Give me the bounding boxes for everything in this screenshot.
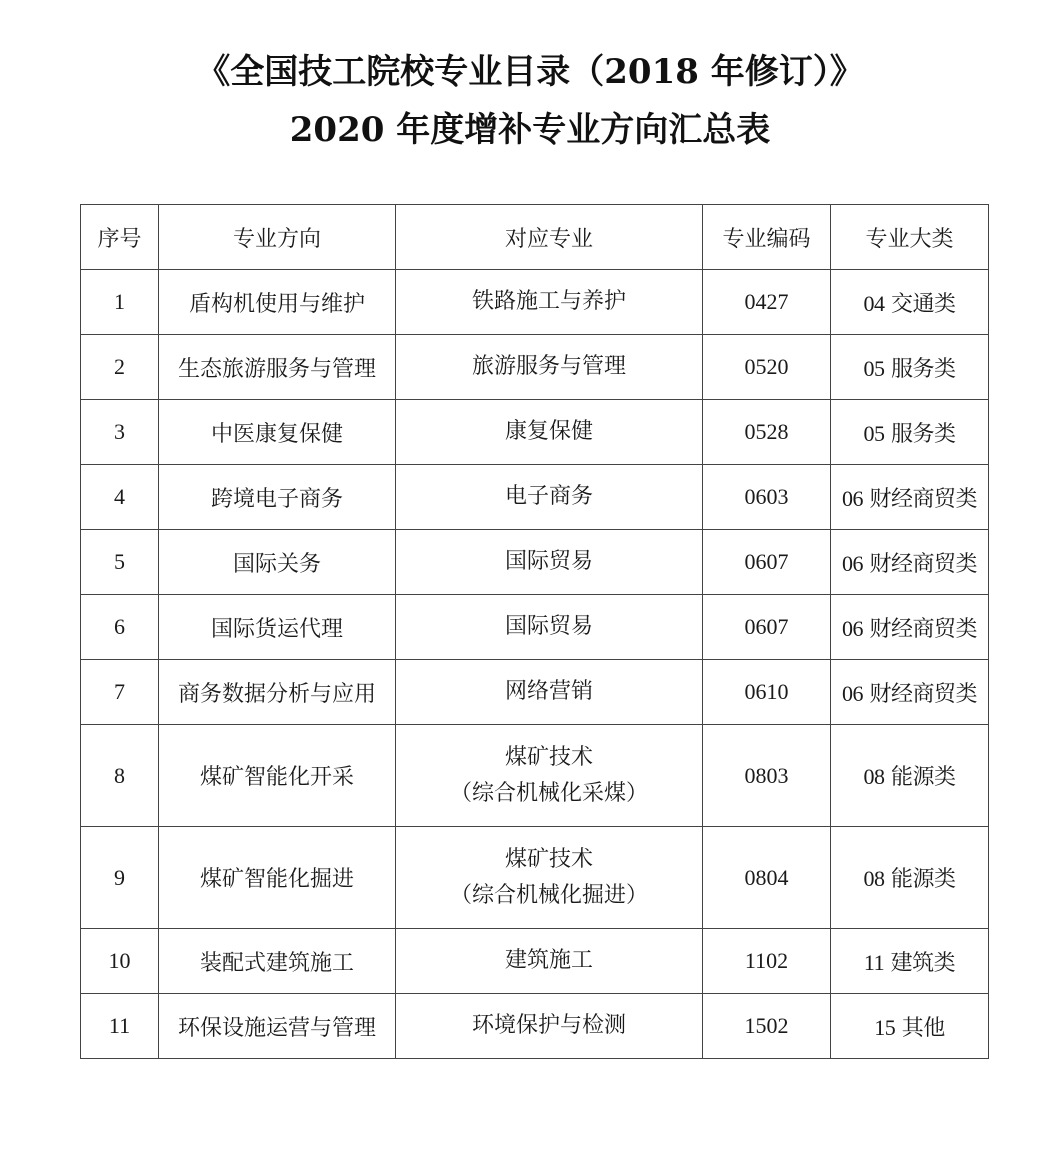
cell-major-code: 1502 [703,994,831,1059]
category-name: 财经商贸类 [869,616,977,642]
table-row [81,270,989,335]
cell-major-code: 1102 [703,929,831,994]
category-number: 05 [863,355,885,381]
category-name: 能源类 [890,765,956,790]
cell-serial-number: 10 [81,929,159,994]
cell-serial-number: 5 [81,530,159,595]
table-row [81,595,989,660]
major-text-line: 国际贸易 [504,549,593,574]
cell-major-code: 0427 [703,270,831,335]
cell-major-category [831,465,989,530]
major-text-line: 电子商务 [504,484,593,509]
table-row [81,660,989,725]
table-row [81,929,989,994]
major-text-line: 建筑施工 [504,948,593,973]
specialty-summary-table [80,204,989,1059]
cell-specialty-direction: 生态旅游服务与管理 [159,335,396,400]
major-text-line: （综合机械化采煤） [449,780,648,806]
cell-serial-number: 6 [81,595,159,660]
category-name: 服务类 [890,421,956,447]
cell-major-code: 0603 [703,465,831,530]
cell-major-code: 0607 [703,530,831,595]
cell-major-category [831,994,989,1059]
cell-corresponding-major [396,530,703,595]
cell-major-code: 0528 [703,400,831,465]
table-row [81,827,989,929]
cell-specialty-direction: 装配式建筑施工 [159,929,396,994]
cell-corresponding-major [396,400,703,465]
category-number: 05 [863,420,885,446]
category-number: 06 [841,680,863,706]
cell-specialty-direction: 跨境电子商务 [159,465,396,530]
cell-major-category [831,530,989,595]
cell-specialty-direction: 煤矿智能化开采 [159,725,396,827]
cell-corresponding-major [396,660,703,725]
cell-corresponding-major [396,725,703,827]
category-number: 15 [874,1014,896,1040]
cell-serial-number: 8 [81,725,159,827]
category-number: 06 [841,550,863,576]
cell-serial-number: 4 [81,465,159,530]
cell-major-category [831,827,989,929]
major-text-line: （综合机械化掘进） [449,882,648,908]
cell-serial-number: 3 [81,400,159,465]
cell-serial-number: 7 [81,660,159,725]
major-text-line: 国际贸易 [504,614,593,639]
category-name: 财经商贸类 [869,486,977,512]
cell-major-category [831,270,989,335]
category-name: 能源类 [890,867,956,892]
cell-major-category [831,725,989,827]
header-serial-number: 序号 [81,205,159,270]
cell-specialty-direction: 盾构机使用与维护 [159,270,396,335]
major-text-line: 煤矿技术 [504,744,593,770]
table-body [81,270,989,1059]
header-specialty-direction: 专业方向 [159,205,396,270]
major-text-line: 康复保健 [504,419,593,444]
cell-corresponding-major [396,929,703,994]
cell-major-code: 0607 [703,595,831,660]
cell-specialty-direction: 中医康复保健 [159,400,396,465]
table-row [81,400,989,465]
cell-specialty-direction: 商务数据分析与应用 [159,660,396,725]
cell-major-code: 0804 [703,827,831,929]
major-text-line: 铁路施工与养护 [471,289,626,314]
header-major-category: 专业大类 [831,205,989,270]
category-number: 04 [863,290,885,316]
category-name: 财经商贸类 [869,551,977,577]
category-name: 财经商贸类 [869,681,977,707]
cell-major-code: 0610 [703,660,831,725]
cell-corresponding-major [396,270,703,335]
cell-corresponding-major [396,465,703,530]
category-name: 建筑类 [890,950,956,976]
cell-serial-number: 1 [81,270,159,335]
cell-major-code: 0803 [703,725,831,827]
table-row [81,725,989,827]
cell-corresponding-major [396,827,703,929]
table-header-row [81,205,989,270]
cell-major-category [831,335,989,400]
document-title-line2: 2020 年度增补专业方向汇总表 [289,110,771,150]
cell-major-category [831,660,989,725]
cell-specialty-direction: 环保设施运营与管理 [159,994,396,1059]
table-row [81,465,989,530]
category-name: 服务类 [890,356,956,382]
category-number: 08 [863,764,885,789]
cell-corresponding-major [396,595,703,660]
cell-major-category [831,929,989,994]
cell-specialty-direction: 国际货运代理 [159,595,396,660]
table-row [81,994,989,1059]
header-corresponding-major: 对应专业 [396,205,703,270]
cell-major-code: 0520 [703,335,831,400]
document-title-line1: 《全国技工院校专业目录（2018 年修订）》 [196,52,864,92]
cell-specialty-direction: 国际关务 [159,530,396,595]
category-number: 06 [841,615,863,641]
category-number: 06 [841,485,863,511]
major-text-line: 环境保护与检测 [471,1013,626,1038]
header-major-code: 专业编码 [703,205,831,270]
table-row [81,530,989,595]
cell-serial-number: 2 [81,335,159,400]
cell-serial-number: 11 [81,994,159,1059]
major-text-line: 网络营销 [504,679,593,704]
cell-corresponding-major [396,335,703,400]
category-name: 其他 [901,1015,945,1041]
category-name: 交通类 [890,291,956,317]
cell-major-category [831,595,989,660]
major-text-line: 旅游服务与管理 [471,354,626,379]
cell-major-category [831,400,989,465]
category-number: 08 [863,866,885,891]
major-text-line: 煤矿技术 [504,846,593,872]
category-number: 11 [863,949,885,975]
cell-corresponding-major [396,994,703,1059]
cell-serial-number: 9 [81,827,159,929]
cell-specialty-direction: 煤矿智能化掘进 [159,827,396,929]
table-row [81,335,989,400]
